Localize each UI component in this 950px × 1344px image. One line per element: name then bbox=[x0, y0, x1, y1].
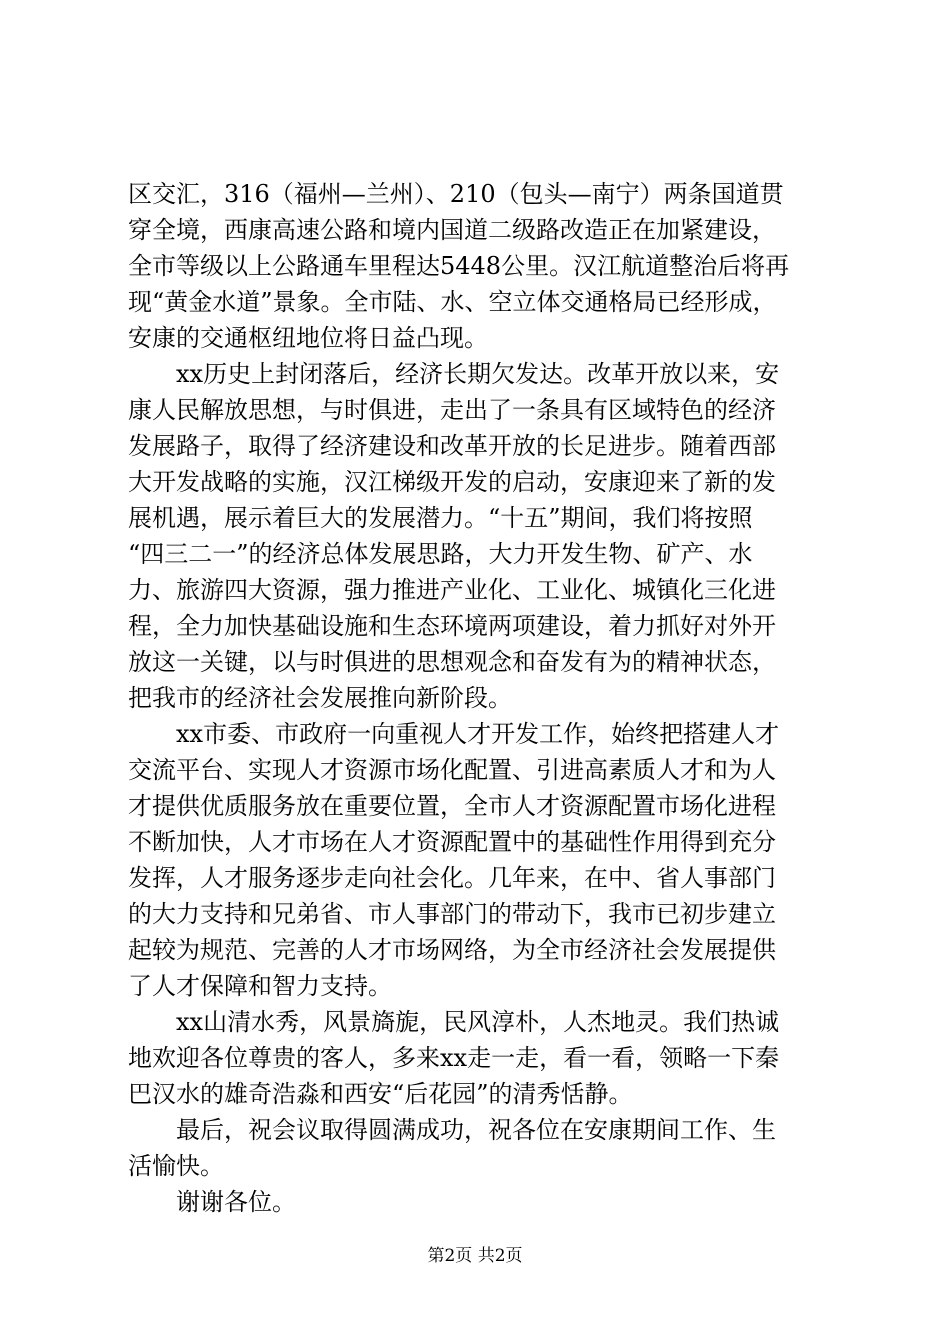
document-body bbox=[128, 176, 840, 1220]
text-line: “四三二一”的经济总体发展思路，大力开发生物、矿产、水 bbox=[128, 540, 753, 568]
text-line: 展机遇，展示着巨大的发展潜力。“十五”期间，我们将按照 bbox=[128, 504, 753, 532]
text-line: xx市委、市政府一向重视人才开发工作，始终把搭建人才 bbox=[176, 720, 780, 748]
text-line: xx历史上封闭落后，经济长期欠发达。改革开放以来，安 bbox=[176, 360, 780, 388]
text-line: 发挥，人才服务逐步走向社会化。几年来，在中、省人事部门 bbox=[128, 864, 776, 892]
text-line: 区交汇，316（福州—兰州）、210（包头—南宁）两条国道贯 bbox=[128, 180, 784, 208]
text-line: 全市等级以上公路通车里程达5448公里。汉江航道整治后将再 bbox=[128, 252, 790, 280]
text-line: 现“黄金水道”景象。全市陆、水、空立体交通格局已经形成， bbox=[128, 288, 777, 316]
text-line: 交流平台、实现人才资源市场化配置、引进高素质人才和为人 bbox=[128, 756, 776, 784]
text-line: 了人才保障和智力支持。 bbox=[128, 972, 392, 1000]
text-line: 地欢迎各位尊贵的客人，多来xx走一走，看一看，领略一下秦 bbox=[128, 1044, 780, 1072]
text-line: 最后，祝会议取得圆满成功，祝各位在安康期间工作、生 bbox=[176, 1116, 776, 1144]
text-line: 康人民解放思想，与时俱进，走出了一条具有区域特色的经济 bbox=[128, 396, 776, 424]
text-line: 活愉快。 bbox=[128, 1152, 224, 1180]
text-line: 把我市的经济社会发展推向新阶段。 bbox=[128, 684, 512, 712]
text-line: 程，全力加快基础设施和生态环境两项建设，着力抓好对外开 bbox=[128, 612, 776, 640]
text-line: 巴汉水的雄奇浩淼和西安“后花园”的清秀恬静。 bbox=[128, 1080, 633, 1108]
text-line: 谢谢各位。 bbox=[176, 1188, 296, 1216]
text-line: 才提供优质服务放在重要位置，全市人才资源配置市场化进程 bbox=[128, 792, 776, 820]
text-line: 放这一关键，以与时俱进的思想观念和奋发有为的精神状态， bbox=[128, 648, 776, 676]
text-line: 安康的交通枢纽地位将日益凸现。 bbox=[128, 324, 488, 352]
text-line: xx山清水秀，风景旖旎，民风淳朴，人杰地灵。我们热诚 bbox=[176, 1008, 780, 1036]
page-footer: 第2页 共2页 bbox=[427, 1246, 523, 1266]
text-line: 大开发战略的实施，汉江梯级开发的启动，安康迎来了新的发 bbox=[128, 468, 776, 496]
text-line: 的大力支持和兄弟省、市人事部门的带动下，我市已初步建立 bbox=[128, 900, 776, 928]
text-line: 穿全境，西康高速公路和境内国道二级路改造正在加紧建设， bbox=[128, 216, 776, 244]
text-line: 力、旅游四大资源，强力推进产业化、工业化、城镇化三化进 bbox=[128, 576, 776, 604]
text-line: 不断加快，人才市场在人才资源配置中的基础性作用得到充分 bbox=[128, 828, 776, 856]
text-line: 起较为规范、完善的人才市场网络，为全市经济社会发展提供 bbox=[128, 936, 776, 964]
text-line: 发展路子，取得了经济建设和改革开放的长足进步。随着西部 bbox=[128, 432, 776, 460]
